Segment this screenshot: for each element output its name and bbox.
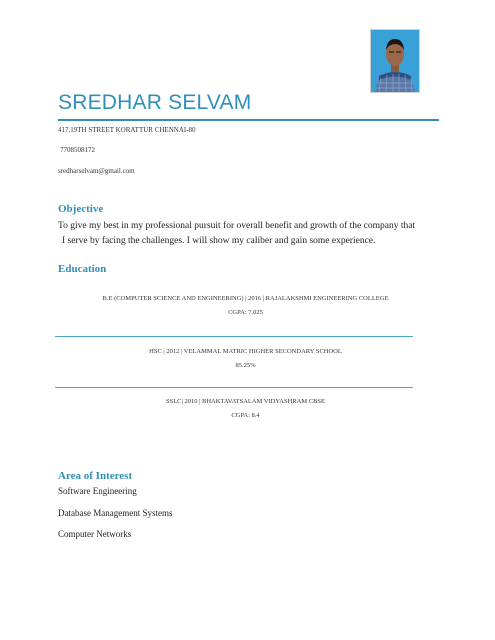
name-underline	[58, 119, 439, 121]
objective-heading: Objective	[58, 203, 104, 215]
education-entry	[55, 295, 436, 316]
education-score: CGPA: 7.025	[228, 309, 263, 316]
interest-item: Software Engineering	[58, 486, 137, 496]
profile-photo	[370, 29, 420, 93]
education-degree: B.E (COMPUTER SCIENCE AND ENGINEERING) | 2016 | RAJALAKSHMI ENGINEERING COLLEGE	[102, 295, 389, 302]
education-divider	[55, 336, 413, 337]
interest-item: Database Management Systems	[58, 508, 173, 518]
education-degree: SSLC| 2010 | BHAKTAVATSALAM VIDYASHRAM CBSE	[165, 398, 326, 405]
address-text: 417,19TH STREET KORATTUR CHENNAI-80	[58, 126, 196, 134]
interest-heading: Area of Interest	[58, 470, 133, 482]
objective-line-2: I serve by facing the challenges. I will show my caliber and gain some experience.	[62, 236, 376, 246]
education-entry	[55, 398, 436, 419]
email-link[interactable]: sredharselvam@gmail.com	[58, 167, 135, 175]
interest-item: Computer Networks	[58, 529, 132, 539]
candidate-name: SREDHAR SELVAM	[58, 91, 252, 114]
education-score: 85.25%	[235, 362, 256, 369]
objective-text	[58, 219, 428, 249]
objective-line-1: To give my best in my professional pursuit for overall benefit and growth of the company that	[58, 221, 416, 231]
education-degree: HSC | 2012 | VELAMMAL MATRIC HIGHER SECONDARY SCHOOL	[149, 348, 342, 355]
education-entry	[55, 348, 436, 369]
education-score: CGPA: 8.4	[231, 412, 260, 419]
phone-text: 7708508172	[60, 146, 95, 154]
education-heading: Education	[58, 263, 107, 275]
education-divider	[55, 387, 413, 388]
